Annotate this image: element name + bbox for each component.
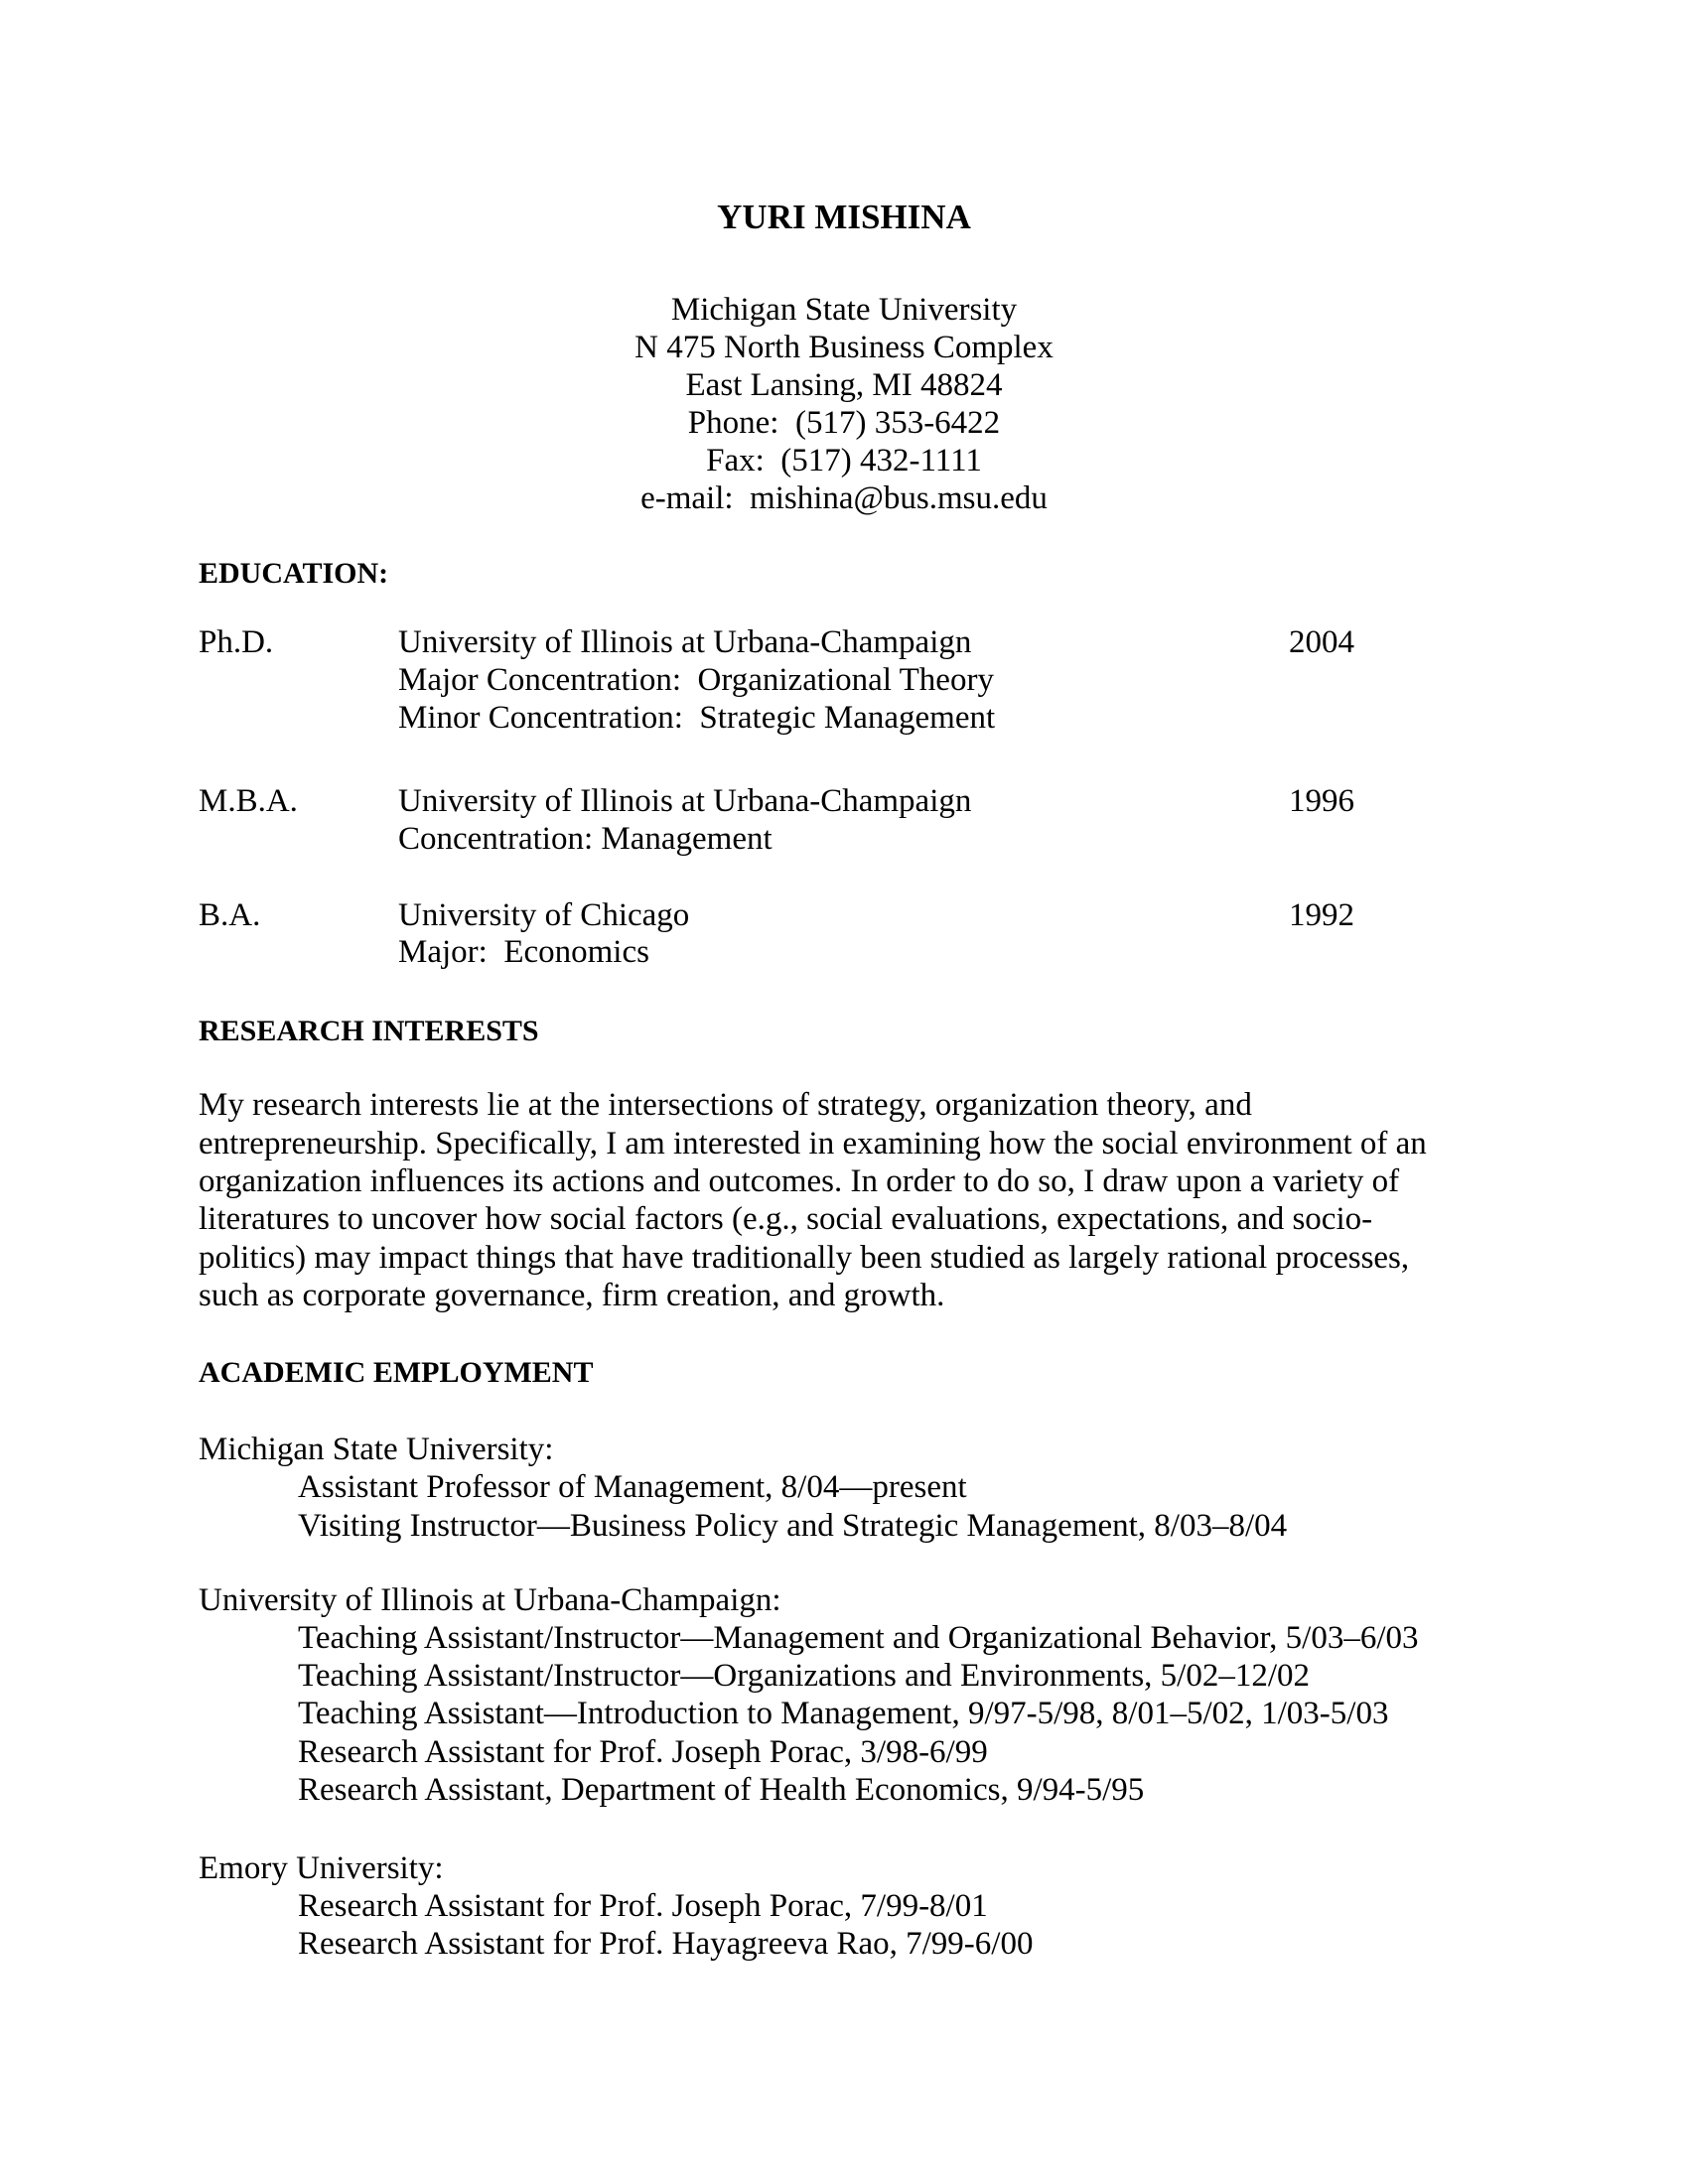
degree-label: B.A. xyxy=(199,897,261,933)
degree-year: 1996 xyxy=(1289,783,1354,819)
position-item: Assistant Professor of Management, 8/04—present xyxy=(298,1469,967,1505)
degree-year: 1992 xyxy=(1289,897,1354,933)
position-item: Visiting Instructor—Business Policy and Strategic Management, 8/03–8/04 xyxy=(298,1508,1288,1544)
degree-institution: University of Chicago xyxy=(398,897,690,933)
position-item: Research Assistant for Prof. Joseph Porac, 3/98-6/99 xyxy=(298,1734,988,1770)
degree-institution: University of Illinois at Urbana-Champaign xyxy=(398,624,972,660)
employer-name: Michigan State University: xyxy=(199,1432,554,1467)
degree-year: 2004 xyxy=(1289,624,1354,660)
paragraph-line: literatures to uncover how social factors (e.g., social evaluations, expectations, and socio- xyxy=(199,1201,1373,1237)
degree-detail: Major: Economics xyxy=(398,934,649,970)
contact-office: N 475 North Business Complex xyxy=(634,330,1054,365)
contact-fax: Fax: (517) 432-1111 xyxy=(706,443,982,478)
employer-name: University of Illinois at Urbana-Champaign: xyxy=(199,1582,781,1618)
degree-label: M.B.A. xyxy=(199,783,298,819)
position-item: Teaching Assistant/Instructor—Management and Organizational Behavior, 5/03–6/03 xyxy=(298,1620,1419,1656)
research-heading: RESEARCH INTERESTS xyxy=(199,1015,539,1047)
paragraph-line: My research interests lie at the intersections of strategy, organization theory, and xyxy=(199,1087,1252,1123)
position-item: Teaching Assistant—Introduction to Management, 9/97-5/98, 8/01–5/02, 1/03-5/03 xyxy=(298,1696,1389,1731)
contact-city: East Lansing, MI 48824 xyxy=(685,367,1003,403)
employment-heading: ACADEMIC EMPLOYMENT xyxy=(199,1356,594,1389)
employer-name: Emory University: xyxy=(199,1850,444,1886)
paragraph-line: organization influences its actions and outcomes. In order to do so, I draw upon a variety of xyxy=(199,1163,1400,1199)
paragraph-line: such as corporate governance, firm creation, and growth. xyxy=(199,1278,945,1313)
degree-detail: Concentration: Management xyxy=(398,821,773,857)
degree-label: Ph.D. xyxy=(199,624,274,660)
education-heading: EDUCATION: xyxy=(199,557,389,590)
contact-email: e-mail: mishina@bus.msu.edu xyxy=(640,480,1048,516)
degree-detail: Major Concentration: Organizational Theory xyxy=(398,662,994,698)
position-item: Research Assistant, Department of Health Economics, 9/94-5/95 xyxy=(298,1772,1145,1808)
paragraph-line: entrepreneurship. Specifically, I am interested in examining how the social environment of an xyxy=(199,1126,1427,1161)
degree-institution: University of Illinois at Urbana-Champaign xyxy=(398,783,972,819)
position-item: Research Assistant for Prof. Joseph Porac, 7/99-8/01 xyxy=(298,1888,988,1924)
contact-phone: Phone: (517) 353-6422 xyxy=(687,405,1001,441)
paragraph-line: politics) may impact things that have traditionally been studied as largely rational processes, xyxy=(199,1240,1410,1276)
position-item: Teaching Assistant/Instructor—Organizations and Environments, 5/02–12/02 xyxy=(298,1658,1311,1694)
contact-institution: Michigan State University xyxy=(670,292,1018,328)
degree-detail: Minor Concentration: Strategic Management xyxy=(398,700,996,736)
position-item: Research Assistant for Prof. Hayagreeva Rao, 7/99-6/00 xyxy=(298,1926,1034,1962)
cv-name: YURI MISHINA xyxy=(717,198,971,236)
